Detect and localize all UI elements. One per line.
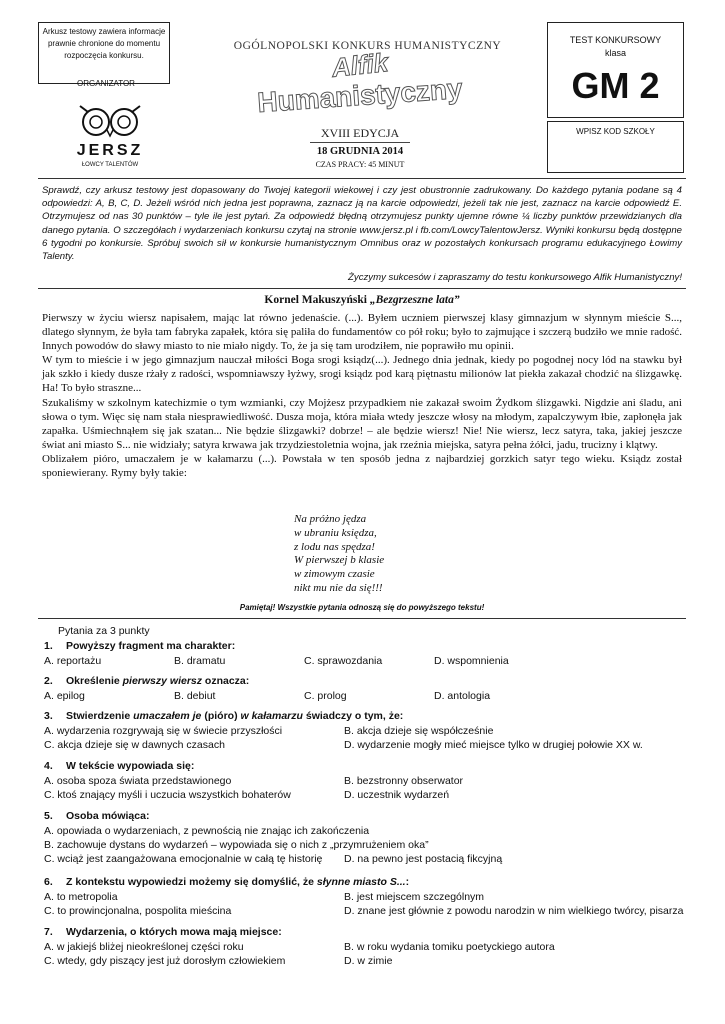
passage-text <box>42 311 682 480</box>
answer-option: B. dramatu <box>174 655 226 667</box>
answer-option: A. osoba spoza świata przedstawionego <box>44 775 232 787</box>
divider <box>38 288 686 289</box>
passage-title <box>42 294 682 306</box>
brand-line-1: Alfik <box>330 47 390 83</box>
question-number: 5. <box>44 810 53 822</box>
answer-option: A. reportażu <box>44 655 102 667</box>
logo-name: JERSZ <box>76 142 144 159</box>
verse-line: z lodu nas spędza! <box>294 540 375 553</box>
answer-option: A. to metropolia <box>44 891 118 903</box>
contest-title: OGÓLNOPOLSKI KONKURS HUMANISTYCZNY <box>233 40 502 52</box>
test-code: GM 2 <box>571 65 660 106</box>
question-number: 2. <box>44 675 53 687</box>
question-6 <box>44 876 684 919</box>
passage-paragraph: W tym to mieście i w jego gimnazjum nauczał miłości Boga srogi ksiądz(...). Jednego dnia jednak, kiedy po pogodnej nocy lód na stawku był jak szkło i kiedy dusze rżały z radości, wspomniawszy łyżwy, srogi ksiądz pod karą piętnastu milionów lat piekła zakazał chodzić na ślizgawkę. Ha! To było straszne... <box>42 354 682 395</box>
question-2 <box>44 675 684 705</box>
brand-line-2: Humanistyczny <box>256 72 464 119</box>
question-7 <box>44 926 684 969</box>
answer-option: B. debiut <box>174 690 216 702</box>
satire-verse <box>294 513 514 596</box>
passage-paragraph: Oblizałem pióro, umaczałem je w kałamarzu (...). Powstała w ten sposób jedna z najbardziej gorzkich satyr tego wieku. Ksiądz został sponiewierany. Rymy były takie: <box>42 452 682 480</box>
answer-option: C. prolog <box>304 690 347 702</box>
passage-work: „Bezgrzeszne lata” <box>369 294 460 306</box>
answer-option: C. sprawozdania <box>304 655 383 667</box>
divider <box>38 178 686 179</box>
answer-option: C. wtedy, gdy piszący jest już dorosłym człowiekiem <box>44 955 286 967</box>
instructions-closing: Życzymy sukcesów i zapraszamy do testu konkursowego Alfik Humanistyczny! <box>348 272 682 283</box>
question-prompt: 5. Osoba mówiąca: <box>44 810 150 822</box>
question-number: 1. <box>44 640 53 652</box>
jersz-logo <box>62 96 158 176</box>
answer-option: D. wydarzenie mogły mieć miejsce tylko w drugiej połowie XX w. <box>344 739 643 751</box>
answer-option: D. wspomnienia <box>434 655 509 667</box>
answer-option: A. wydarzenia rozgrywają się w świecie przyszłości <box>44 725 283 737</box>
contest-date: 18 GRUDNIA 2014 <box>316 146 404 157</box>
instructions: Sprawdź, czy arkusz testowy jest dopasowany do Twojej kategorii wiekowej i czy jest obustronnie zadrukowany. Do każdego pytania podane są 4 odpowiedzi: A, B, C, D. Jeżeli wśród nich jedna jest poprawna, zaznacz ją na karcie odpowiedzi, jeżeli tak nie jest, zaznacz na karcie odpowiedź E. Otrzymujesz od nas 30 punktów – tyle ile jest pytań. Za odpowiedź błędną otrzymujesz punkty ujemne równe ¼ liczby punktów przewidzianych dla danego pytania. O szczegółach i wydarzeniach konkursu czytaj na stronie www.jersz.pl i fb.com/LowcyTalentowJersz. Wyniki konkursu będą dostępne 6 tygodni po konkursie. Spróbuj swoich sił w konkursie humanistycznym Omnibus oraz w pozostałych konkursach programu edukacyjnego Łowimy Talenty. <box>42 185 682 263</box>
verse-line: w ubraniu księdza, <box>294 526 377 539</box>
question-prompt: 1. Powyższy fragment ma charakter: <box>44 640 236 652</box>
test-box-class: klasa <box>604 48 626 58</box>
school-code-label: WPISZ KOD SZKOŁY <box>576 127 655 136</box>
passage-paragraph: Szukaliśmy w szkolnym katechizmie o tym wzmianki, czy Mojżesz przypadkiem nie zakazał swoim Żydkom ślizgawki. Nigdzie ani śladu, ani słowa o tym. Więc się nam stała niesprawiedliwość. Dusza moja, która miała wtedy jeszcze włosy na młodym, zapalczywym łbie, zapłonęła jak zapałka. Uśmiechnąłem się jak szatan... Nie będzie ślizgawki? dobrze! – ale będzie wiersz! Nie! Nie wiersz, lecz satyra, taka, jakiej jeszcze świat ani miasto S... nie widziały; satyra krwawa jak trzydziestoletnia wojna, jak rzeźnia miejska, satyra pełna żółci, jadu, trucizny i klątwy. <box>42 396 682 451</box>
test-info-box <box>547 22 684 118</box>
legal-notice: Arkusz testowy zawiera informacje prawnie chronione do momentu rozpoczęcia konkursu. <box>38 22 170 84</box>
answer-option: C. to prowincjonalna, pospolita mieścina <box>44 905 232 917</box>
passage-paragraph: Pierwszy w życiu wiersz napisałem, mając lat równo jedenaście. (...). Byłem uczniem pierwszej klasy gimnazjum w słynnym mieście S..., dlatego słynnym, że była tam fabryka zapałek, która się paliła do fundamentów co pół roku; było to zajmujące i szczerą budziło we mnie radość. Innych powodów do sławy miasto to nie miało nigdy. To, że ja się tam urodziłem, nie poprawiło mu opinii. <box>42 312 682 353</box>
question-number: 4. <box>44 760 53 772</box>
answer-option: B. bezstronny obserwator <box>344 775 464 787</box>
question-number: 3. <box>44 710 53 722</box>
school-code-box[interactable] <box>547 121 684 173</box>
question-prompt: 2. Określenie pierwszy wiersz oznacza: <box>44 675 250 687</box>
divider <box>38 618 686 619</box>
organizer-label: ORGANIZATOR <box>77 79 135 88</box>
answer-option: B. jest miejscem szczególnym <box>344 891 485 903</box>
verse-line: Na próżno jędza <box>294 513 367 525</box>
test-box-title: TEST KONKURSOWY <box>569 35 662 45</box>
answer-option: A. w jakiejś bliżej nieokreślonej części roku <box>44 941 244 953</box>
verse-line: w zimowym czasie <box>294 568 375 581</box>
question-prompt: 3. Stwierdzenie umaczałem je (pióro) w kałamarzu świadczy o tym, że: <box>44 710 404 722</box>
answer-option: C. wciąż jest zaangażowana emocjonalnie w całą tę historię <box>44 853 323 865</box>
answer-option: B. zachowuje dystans do wydarzeń – wypowiada się o nich z „przymrużeniem oka” <box>44 839 429 851</box>
answer-option: D. znane jest głównie z powodu narodzin w nim wielkiego twórcy, pisarza <box>344 905 684 917</box>
verse-line: W pierwszej b klasie <box>294 554 385 567</box>
question-5 <box>44 810 684 867</box>
verse-line: nikt mu nie da się!!! <box>294 581 383 594</box>
logo-tagline: ŁOWCY TALENTÓW <box>81 162 139 168</box>
answer-option: A. epilog <box>44 690 85 702</box>
question-number: 7. <box>44 926 53 938</box>
answer-option: D. w zimie <box>344 955 393 967</box>
question-3 <box>44 710 684 753</box>
question-1 <box>44 640 684 670</box>
answer-option: D. antologia <box>434 690 491 702</box>
passage-author: Kornel Makuszyński <box>264 294 370 306</box>
answer-option: C. akcja dzieje się w dawnych czasach <box>44 739 225 751</box>
question-4 <box>44 760 684 803</box>
edition: XVIII EDYCJA <box>320 126 400 140</box>
section-label: Pytania za 3 punkty <box>58 625 150 637</box>
question-number: 6. <box>44 876 53 888</box>
answer-option: C. ktoś znający myśli i uczucia wszystkich bohaterów <box>44 789 291 801</box>
question-prompt: 4. W tekście wypowiada się: <box>44 760 195 772</box>
answer-option: D. na pewno jest postacią fikcyjną <box>344 853 503 865</box>
answer-option: D. uczestnik wydarzeń <box>344 789 450 801</box>
duration: CZAS PRACY: 45 MINUT <box>315 160 405 169</box>
reminder: Pamiętaj! Wszystkie pytania odnoszą się do powyższego tekstu! <box>239 603 485 612</box>
question-prompt: 7. Wydarzenia, o których mowa mają miejsce: <box>44 926 282 938</box>
brand-wordmark <box>250 47 470 120</box>
edition-divider <box>310 142 410 143</box>
answer-option: B. w roku wydania tomiku poetyckiego autora <box>344 941 555 953</box>
question-prompt: 6. Z kontekstu wypowiedzi możemy się domyślić, że słynne miasto S...: <box>44 876 410 888</box>
answer-option: B. akcja dzieje się współcześnie <box>344 725 494 737</box>
answer-option: A. opowiada o wydarzeniach, z pewnością nie znając ich zakończenia <box>44 825 370 837</box>
